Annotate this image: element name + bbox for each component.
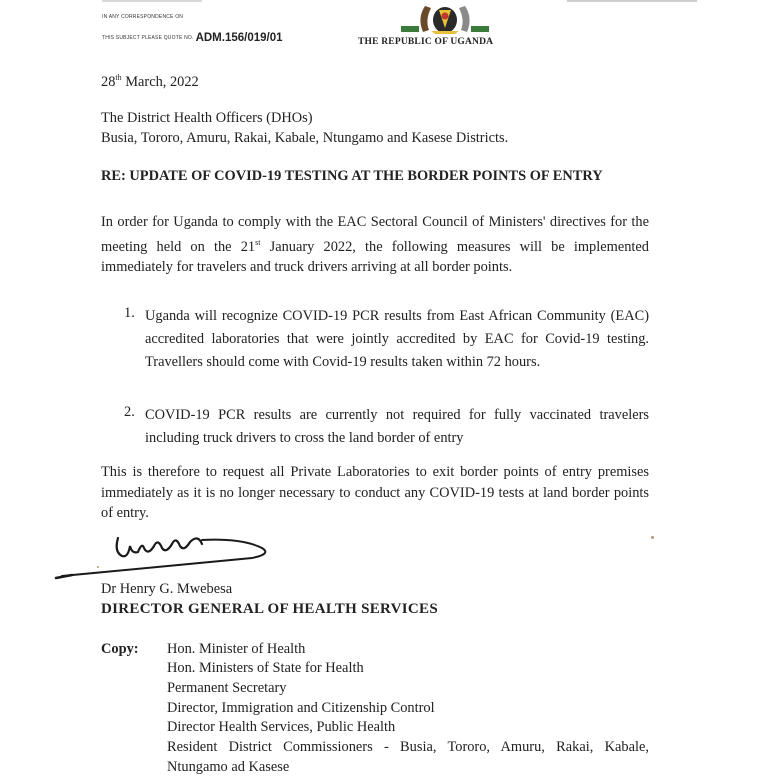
letter-subject: RE: UPDATE OF COVID-19 TESTING AT THE BORDER POINTS OF ENTRY	[101, 168, 603, 184]
reference-caption-2: THIS SUBJECT PLEASE QUOTE NO.	[102, 34, 194, 41]
republic-title: THE REPUBLIC OF UGANDA	[358, 37, 494, 47]
reference-line	[102, 29, 283, 47]
copy-recipient: Resident District Commissioners - Busia, Tororo, Amuru, Rakai, Kabale, Ntungamo ad Kasese	[167, 739, 649, 775]
list-item: Uganda will recognize COVID-19 PCR results from East African Community (EAC) accredited laboratories that were jointly accredited by EAC for Covid-19 testing. Travellers should come with Covid-19 results taken within 72 hours.	[145, 308, 649, 370]
closing-paragraph: This is therefore to request all Private Laboratories to exit border points of entry premises immediately as it is no longer necessary to conduct any COVID-19 tests at land border points of entry.	[101, 464, 649, 521]
intro-paragraph: In order for Uganda to comply with the EAC Sectoral Council of Ministers' directives for the meeting held on the 21st January 2022, the following measures will be implemented immediately for travelers and truck drivers arriving at all border points.	[101, 214, 649, 275]
list-item: COVID-19 PCR results are currently not required for fully vaccinated travelers including truck drivers to cross the land border of entry	[145, 407, 649, 446]
copy-label: Copy:	[101, 641, 139, 657]
reference-caption-1: IN ANY CORRESPONDENCE ON	[102, 14, 184, 20]
list-item-number: 1.	[124, 305, 135, 321]
header-rule-right	[567, 0, 697, 2]
signatory-title: DIRECTOR GENERAL OF HEALTH SERVICES	[101, 601, 439, 617]
address-line-2: Busia, Tororo, Amuru, Rakai, Kabale, Ntungamo and Kasese Districts.	[101, 130, 509, 146]
list-item-number: 2.	[124, 404, 135, 420]
copy-recipient: Permanent Secretary	[167, 680, 287, 696]
signatory-name: Dr Henry G. Mwebesa	[101, 581, 233, 597]
copy-recipient: Hon. Minister of Health	[167, 641, 306, 657]
paper-speck	[97, 566, 99, 568]
reference-number: ADM.156/019/01	[195, 31, 283, 44]
address-line-1: The District Health Officers (DHOs)	[101, 110, 313, 126]
copy-recipient: Director, Immigration and Citizenship Control	[167, 700, 435, 716]
letter-date: 28th March, 2022	[101, 73, 199, 90]
copy-recipient: Hon. Ministers of State for Health	[167, 660, 364, 676]
copy-recipient: Director Health Services, Public Health	[167, 719, 396, 735]
paper-speck	[651, 536, 654, 539]
uganda-coat-of-arms-icon	[395, 0, 495, 34]
handwritten-signature	[52, 518, 282, 588]
reference-block	[102, 14, 283, 44]
header-rule-left	[102, 0, 202, 2]
